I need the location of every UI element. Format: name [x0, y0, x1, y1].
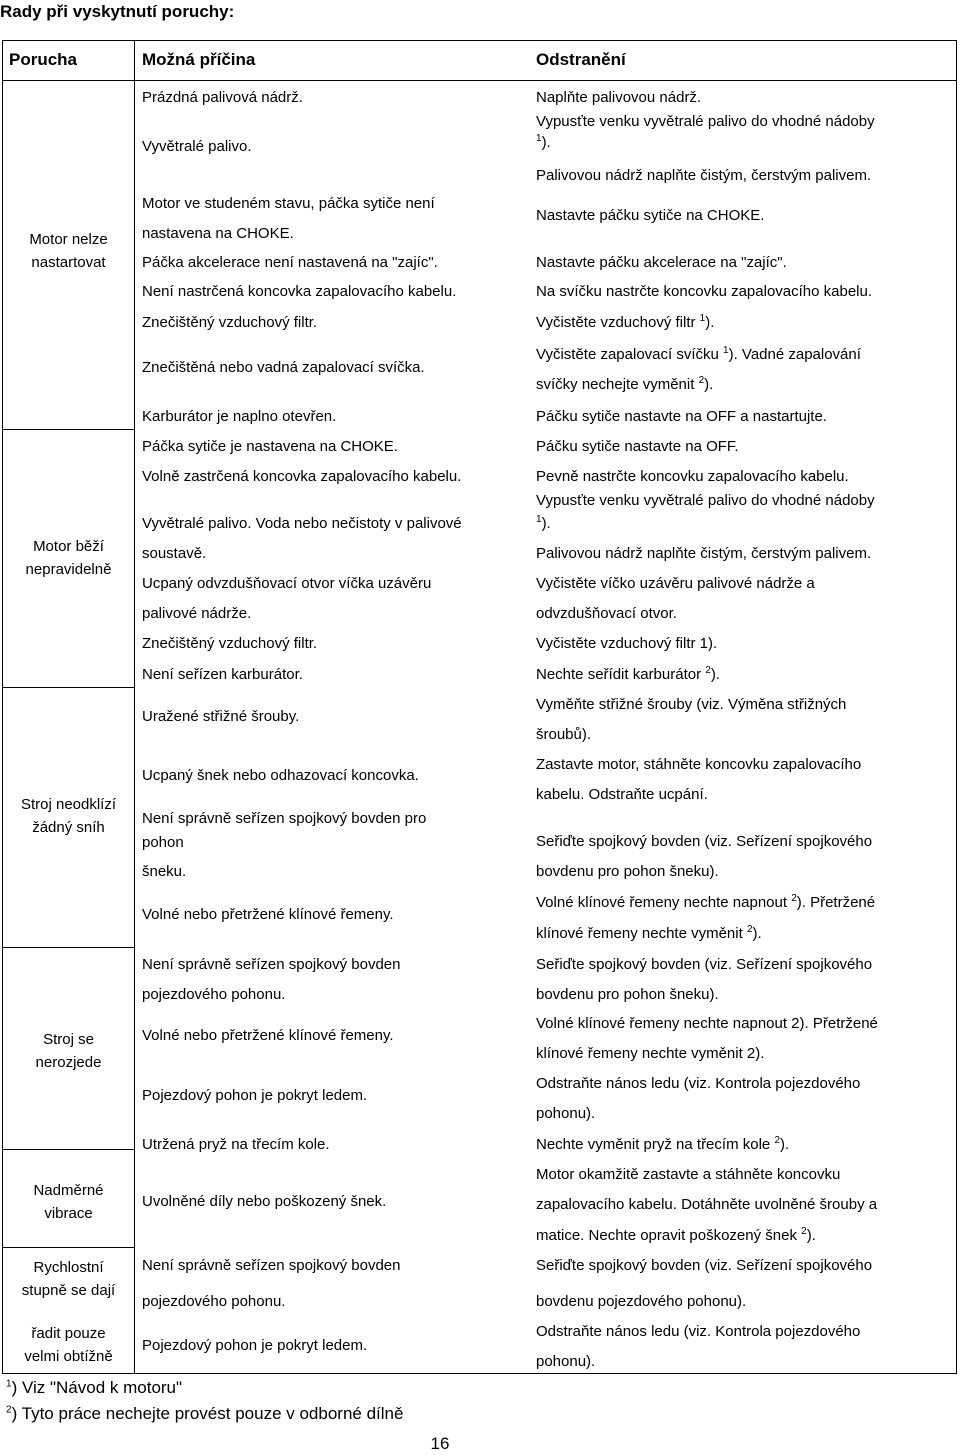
- remedy-part: svíčky nechejte vyměnit: [536, 376, 695, 393]
- remedy-text: Seřiďte spojkový bovden (viz. Seřízení spojkového: [536, 833, 873, 850]
- symptom-line: nerozjede: [35, 1054, 102, 1071]
- remedy-text: klínové řemeny nechte vyměnit 2).: [536, 1045, 765, 1062]
- remedy-text: zapalovacího kabelu. Dotáhněte uvolněné šrouby a: [536, 1196, 878, 1213]
- symptom-line: řadit pouze: [31, 1325, 106, 1342]
- footnote-text: ) Viz "Návod k motoru": [11, 1378, 183, 1397]
- remedy-part: Volné klínové řemeny nechte napnout: [536, 894, 788, 911]
- cause-text: Pojezdový pohon je pokryt ledem.: [142, 1087, 368, 1104]
- remedy-text: Vyčistěte zapalovací svíčku $^1$). Vadné zapalování: [536, 345, 861, 363]
- cause-text: Není správně seřízen spojkový bovden: [142, 1257, 401, 1274]
- remedy-text: Zastavte motor, stáhněte koncovku zapalovacího: [536, 756, 862, 773]
- remedy-text: [536, 375, 713, 394]
- remedy-part: Vyčistěte zapalovací svíčku: [536, 346, 719, 363]
- remedy-text: Páčku sytiče nastavte na OFF a nastartujte.: [536, 408, 827, 425]
- footnote-text: ) Tyto práce nechejte provést pouze v odborné dílně: [11, 1404, 404, 1423]
- remedy-text: [536, 133, 551, 152]
- remedy-text: Vyměňte střižné šrouby (viz. Výměna střižných: [536, 696, 847, 713]
- cause-text: Znečištěná nebo vadná zapalovací svíčka.: [142, 359, 425, 376]
- remedy-text: bovdenu pro pohon šneku).: [536, 863, 719, 880]
- footnote-ref: 1: [723, 345, 729, 356]
- symptom-line: vibrace: [44, 1205, 93, 1222]
- remedy-text: Odstraňte nános ledu (viz. Kontrola pojezdového: [536, 1075, 861, 1092]
- remedy-text: Odstraňte nános ledu (viz. Kontrola pojezdového: [536, 1323, 861, 1340]
- cause-text: pohon: [142, 834, 184, 851]
- footnote-ref: 1: [536, 514, 542, 525]
- remedy-text: Volné klínové řemeny nechte napnout 2). Přetržené: [536, 1015, 878, 1032]
- header-cause: Možná příčina: [142, 50, 256, 69]
- remedy-text: Vypusťte venku vyvětralé palivo do vhodné nádoby: [536, 492, 875, 509]
- remedy-suffix: ).: [541, 134, 551, 151]
- header-symptom: Porucha: [9, 50, 78, 69]
- remedy-text: [536, 514, 551, 533]
- symptom-line: Motor nelze: [29, 231, 108, 248]
- symptom-line: Nadměrné: [33, 1182, 104, 1199]
- remedy-text: Palivovou nádrž naplňte čistým, čerstvým palivem.: [536, 167, 872, 184]
- remedy-text: Na svíčku nastrčte koncovku zapalovacího kabelu.: [536, 283, 873, 300]
- remedy-text: Motor okamžitě zastavte a stáhněte koncovku: [536, 1166, 841, 1183]
- cause-text: Vyvětralé palivo.: [142, 138, 252, 155]
- remedy-part: klínové řemeny nechte vyměnit: [536, 925, 743, 942]
- remedy-part: . Přetržené: [801, 894, 876, 911]
- remedy-suffix: ).: [541, 515, 551, 532]
- remedy-text: Vyčistěte vzduchový filtr 1).: [536, 635, 718, 652]
- symptom-line: Stroj se: [43, 1031, 94, 1048]
- footnote-ref: 2: [698, 375, 705, 386]
- remedy-text: pohonu).: [536, 1105, 596, 1122]
- cause-text: Znečištěný vzduchový filtr.: [142, 314, 318, 331]
- page-title: Rady při vyskytnutí poruchy:: [0, 2, 235, 21]
- remedy-suffix: ).: [710, 666, 720, 683]
- cause-text: pojezdového pohonu.: [142, 986, 286, 1003]
- cause-text: Prázdná palivová nádrž.: [142, 89, 303, 106]
- symptom-line: stupně se dají: [21, 1282, 116, 1299]
- remedy-text: Nastavte páčku sytiče na CHOKE.: [536, 207, 765, 224]
- cause-text: Ucpaný odvzdušňovací otvor víčka uzávěru: [142, 575, 432, 592]
- remedy-part: Vyčistěte vzduchový filtr: [536, 314, 696, 331]
- footnote: [6, 1404, 403, 1424]
- footnote-number: 2: [6, 1404, 12, 1416]
- footnote-ref: 2: [774, 1135, 780, 1146]
- cause-text: Páčka sytiče je nastavena na CHOKE.: [142, 438, 398, 455]
- cause-text: pojezdového pohonu.: [142, 1293, 286, 1310]
- symptom-cell: [3, 1030, 134, 1072]
- symptom-line: žádný sníh: [32, 819, 105, 836]
- cause-text: Volné nebo přetržené klínové řemeny.: [142, 1027, 394, 1044]
- symptom-cell: [3, 1258, 134, 1300]
- symptom-line: nepravidelně: [25, 561, 112, 578]
- cause-text: Uvolněné díly nebo poškozený šnek.: [142, 1193, 387, 1210]
- cause-text: Znečištěný vzduchový filtr.: [142, 635, 318, 652]
- remedy-suffix: ).: [705, 314, 715, 331]
- cause-text: šneku.: [142, 863, 187, 880]
- column-divider: [134, 41, 135, 1373]
- cause-text: Není seřízen karburátor.: [142, 666, 303, 683]
- cause-text: Není správně seřízen spojkový bovden pro: [142, 810, 427, 827]
- remedy-text: odvzdušňovací otvor.: [536, 605, 677, 622]
- symptom-line: Rychlostní: [33, 1259, 104, 1276]
- remedy-text: pohonu).: [536, 1353, 596, 1370]
- remedy-part: . Vadné zapalování: [733, 346, 861, 363]
- remedy-suffix: ).: [780, 1136, 790, 1153]
- symptom-cell: [3, 537, 134, 579]
- cause-text: Vyvětralé palivo. Voda nebo nečistoty v palivové: [142, 515, 462, 532]
- remedy-suffix: ).: [806, 1227, 816, 1244]
- footnote-ref: 2: [791, 893, 797, 904]
- symptom-cell: [3, 1181, 134, 1223]
- remedy-text: Vyčistěte víčko uzávěru palivové nádrže a: [536, 575, 815, 592]
- remedy-text: šroubů).: [536, 726, 592, 743]
- footnote-number: 1: [6, 1378, 12, 1390]
- cause-text: palivové nádrže.: [142, 605, 252, 622]
- cause-text: soustavě.: [142, 545, 207, 562]
- cause-text: Není nastrčená koncovka zapalovacího kabelu.: [142, 283, 457, 300]
- cause-text: Volné nebo přetržené klínové řemeny.: [142, 906, 394, 923]
- remedy-text: Vypusťte venku vyvětralé palivo do vhodné nádoby: [536, 113, 875, 130]
- remedy-suffix: ).: [752, 925, 762, 942]
- remedy-text: Nastavte páčku akcelerace na "zajíc".: [536, 254, 787, 271]
- remedy-text: bovdenu pojezdového pohonu).: [536, 1293, 747, 1310]
- remedy-text: [536, 313, 714, 332]
- footnote-ref: 1: [699, 313, 706, 324]
- footnote-ref: 1: [536, 133, 542, 144]
- symptom-cell: [3, 230, 134, 272]
- cause-text: Páčka akcelerace není nastavená na "zajíc".: [142, 254, 438, 271]
- symptom-line: Stroj neodklízí: [20, 796, 117, 813]
- row-divider: [3, 429, 134, 430]
- cause-text: Uražené střižné šrouby.: [142, 708, 300, 725]
- remedy-text: [536, 1135, 789, 1154]
- cause-text: Pojezdový pohon je pokryt ledem.: [142, 1337, 368, 1354]
- remedy-suffix: ).: [704, 376, 714, 393]
- footnote-ref: 2: [801, 1226, 807, 1237]
- remedy-text: kabelu. Odstraňte ucpání.: [536, 786, 708, 803]
- row-divider: [3, 1149, 134, 1150]
- cause-text: Karburátor je naplno otevřen.: [142, 408, 337, 425]
- cause-text: Utržená pryž na třecím kole.: [142, 1136, 330, 1153]
- cause-text: Ucpaný šnek nebo odhazovací koncovka.: [142, 767, 419, 784]
- row-divider: [3, 687, 134, 688]
- symptom-line: nastartovat: [31, 254, 106, 271]
- remedy-part: matice. Nechte opravit poškozený šnek: [536, 1227, 797, 1244]
- row-divider: [3, 1247, 134, 1248]
- cause-text: Motor ve studeném stavu, páčka sytiče není: [142, 195, 435, 212]
- remedy-text: Pevně nastrčte koncovku zapalovacího kabelu.: [536, 468, 849, 485]
- remedy-text: Palivovou nádrž naplňte čistým, čerstvým palivem.: [536, 545, 872, 562]
- cause-text: nastavena na CHOKE.: [142, 225, 294, 242]
- remedy-text: Seřiďte spojkový bovden (viz. Seřízení spojkového: [536, 956, 873, 973]
- remedy-text: Naplňte palivovou nádrž.: [536, 89, 702, 106]
- remedy-text: [536, 665, 720, 684]
- remedy-part: Nechte vyměnit pryž na třecím kole: [536, 1136, 771, 1153]
- symptom-line: velmi obtížně: [24, 1348, 113, 1365]
- troubleshooting-table: [2, 40, 957, 1374]
- cause-text: Volně zastrčená koncovka zapalovacího kabelu.: [142, 468, 462, 485]
- remedy-part: Nechte seřídit karburátor: [536, 666, 702, 683]
- footnote-ref: 2: [746, 924, 753, 935]
- cause-text: Není správně seřízen spojkový bovden: [142, 956, 401, 973]
- header-remedy: Odstranění: [536, 50, 626, 69]
- remedy-text: [536, 924, 762, 943]
- remedy-text: Volné klínové řemeny nechte napnout $^2$). Přetržené: [536, 893, 876, 911]
- remedy-text: bovdenu pro pohon šneku).: [536, 986, 719, 1003]
- remedy-text: [536, 1226, 816, 1245]
- footnote: [6, 1378, 182, 1398]
- symptom-cell: [3, 795, 134, 837]
- page-number: 16: [430, 1434, 450, 1453]
- footnote-ref: 2: [705, 665, 711, 676]
- symptom-cell: [3, 1324, 134, 1366]
- remedy-text: Páčku sytiče nastavte na OFF.: [536, 438, 739, 455]
- header-divider: [3, 80, 956, 81]
- symptom-line: Motor běží: [33, 538, 104, 555]
- row-divider: [3, 947, 134, 948]
- remedy-text: Seřiďte spojkový bovden (viz. Seřízení spojkového: [536, 1257, 873, 1274]
